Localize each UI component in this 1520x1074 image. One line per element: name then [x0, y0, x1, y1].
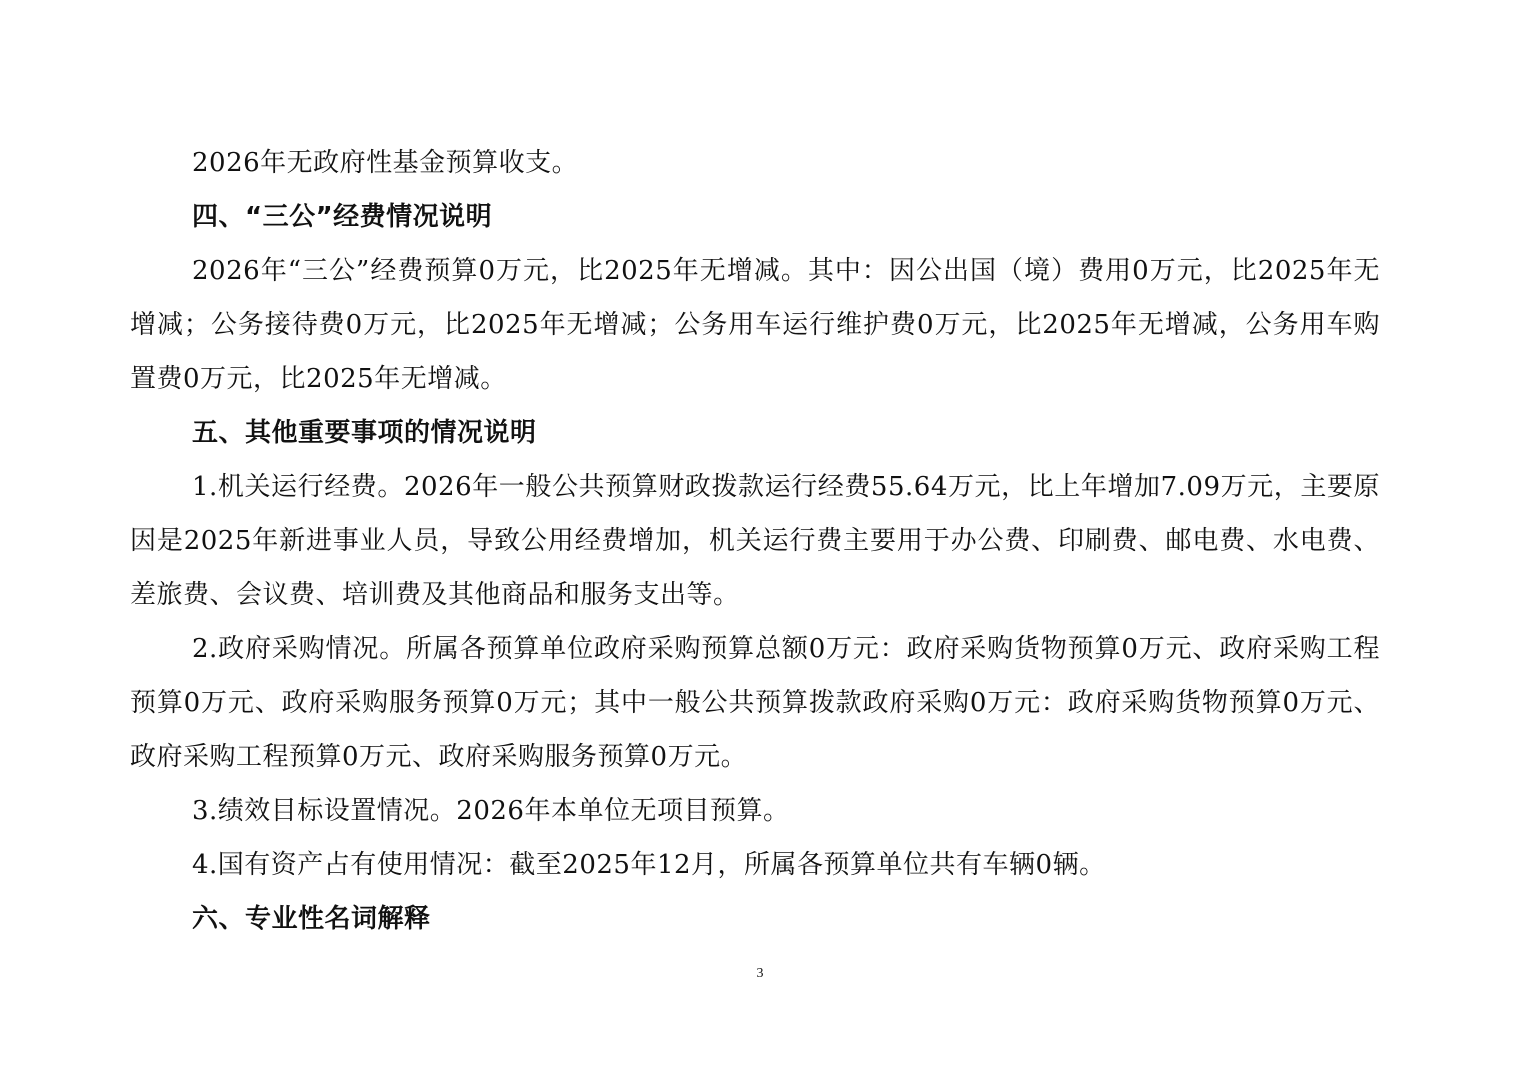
- heading-terminology: 六、专业性名词解释: [192, 904, 431, 934]
- heading-three-public-expenses: 四、“三公”经费情况说明: [192, 202, 493, 232]
- paragraph-performance-targets: 3.绩效目标设置情况。2026年本单位无项目预算。: [192, 796, 790, 826]
- paragraph-operating-expenses: 1.机关运行经费。2026年一般公共预算财政拨款运行经费55.64万元，比上年增加7.09万元，主要原因是2025年新进事业人员，导致公用经费增加，机关运行费主要用于办公费、印刷费、邮电费、水电费、差旅费、会议费、培训费及其他商品和服务支出等。: [130, 472, 1380, 610]
- page-number: 3: [756, 966, 764, 981]
- paragraph-state-assets: 4.国有资产占有使用情况：截至2025年12月，所属各预算单位共有车辆0辆。: [192, 850, 1106, 880]
- heading-other-matters: 五、其他重要事项的情况说明: [192, 418, 537, 448]
- document-body: [130, 136, 1380, 946]
- paragraph-government-procurement: 2.政府采购情况。所属各预算单位政府采购预算总额0万元：政府采购货物预算0万元、政府采购工程预算0万元、政府采购服务预算0万元；其中一般公共预算拨款政府采购0万元：政府采购货物预算0万元、政府采购工程预算0万元、政府采购服务预算0万元。: [130, 634, 1380, 772]
- paragraph-fund-budget: 2026年无政府性基金预算收支。: [192, 148, 579, 178]
- paragraph-three-public-expenses: 2026年“三公”经费预算0万元，比2025年无增减。其中：因公出国（境）费用0万元，比2025年无增减；公务接待费0万元，比2025年无增减；公务用车运行维护费0万元，比2025年无增减，公务用车购置费0万元，比2025年无增减。: [130, 256, 1380, 394]
